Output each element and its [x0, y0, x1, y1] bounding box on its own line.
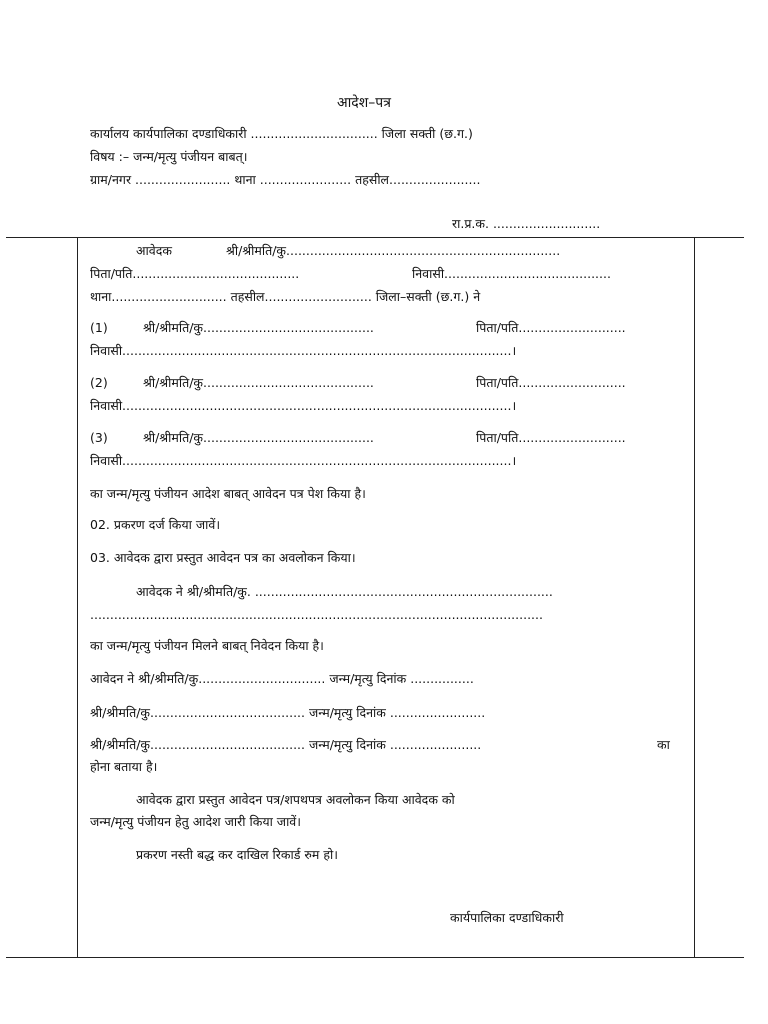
person-2-name: श्री/श्रीमति/कु...........................................	[143, 375, 374, 390]
person-3-father: पिता/पति...........................	[476, 430, 626, 445]
person-3-residence: निवासी..................................................................................................।	[90, 453, 517, 468]
person-1-father: पिता/पति...........................	[476, 320, 626, 335]
application-paragraph: का जन्म/मृत्यु पंजीयन आदेश बाबत् आवेदन पत्र पेश किया है।	[90, 486, 366, 501]
applicant-father-line: पिता/पति..........................................	[90, 266, 300, 281]
table-bottom-border	[6, 957, 744, 958]
paragraph-03: 03. आवेदक द्वारा प्रस्तुत आवेदन पत्र का अवलोकन किया।	[90, 550, 356, 565]
date-line-3: श्री/श्रीमति/कु....................................... जन्म/मृत्यु दिनांक .......................	[90, 737, 482, 752]
person-1-residence: निवासी..................................................................................................।	[90, 343, 517, 358]
person-2-father: पिता/पति...........................	[476, 375, 626, 390]
table-top-border	[6, 237, 744, 238]
request-paragraph: का जन्म/मृत्यु पंजीयन मिलने बाबत् निवेदन किया है।	[90, 638, 324, 653]
table-right-divider	[694, 237, 695, 957]
subject-line: विषय :– जन्म/मृत्यु पंजीयन बाबत्।	[90, 149, 248, 164]
date-line-3-suffix: का	[657, 737, 670, 752]
applicant-stated-line-2: ..................................................................................................................	[90, 607, 543, 622]
person-1-number: (1)	[90, 320, 108, 335]
person-3-name: श्री/श्रीमति/कु...........................................	[143, 430, 374, 445]
person-1-name: श्री/श्रीमति/कु...........................................	[143, 320, 374, 335]
applicant-thana-line: थाना............................. तहसील........................... जिला–सक्ती (छ.ग.) ने	[90, 289, 481, 304]
page-title: आदेश–पत्र	[337, 95, 391, 111]
order-line-2: जन्म/मृत्यु पंजीयन हेतु आदेश जारी किया जावें।	[90, 814, 301, 829]
order-line-1: आवेदक द्वारा प्रस्तुत आवेदन पत्र/शपथपत्र अवलोकन किया आवेदक को	[136, 792, 455, 807]
case-number-line: रा.प्र.क. ...........................	[452, 216, 601, 231]
date-line-4: होना बताया है।	[90, 759, 158, 774]
signature-label: कार्यपालिका दण्डाधिकारी	[450, 910, 564, 925]
person-2-number: (2)	[90, 375, 108, 390]
table-left-divider	[77, 237, 78, 957]
applicant-residence-line: निवासी..........................................	[412, 266, 611, 281]
paragraph-02: 02. प्रकरण दर्ज किया जावें।	[90, 517, 221, 532]
person-2-residence: निवासी..................................................................................................।	[90, 398, 517, 413]
closing-line: प्रकरण नस्ती बद्ध कर दाखिल रिकार्ड रुम हो।	[136, 847, 338, 862]
village-line: ग्राम/नगर ........................ थाना ....................... तहसील.......................	[90, 172, 481, 187]
applicant-stated-line-1: आवेदक ने श्री/श्रीमति/कु. ...........................................................................	[136, 584, 553, 599]
office-line: कार्यालय कार्यपालिका दण्डाधिकारी ................................ जिला सक्ती (छ.ग.)	[90, 126, 473, 141]
date-line-2: श्री/श्रीमति/कु....................................... जन्म/मृत्यु दिनांक ........................	[90, 705, 486, 720]
applicant-label: आवेदक	[136, 243, 172, 258]
date-line-1: आवेदन ने श्री/श्रीमति/कु................................ जन्म/मृत्यु दिनांक ................	[90, 671, 474, 686]
person-3-number: (3)	[90, 430, 108, 445]
applicant-name-line: श्री/श्रीमति/कु.....................................................................	[226, 243, 561, 258]
